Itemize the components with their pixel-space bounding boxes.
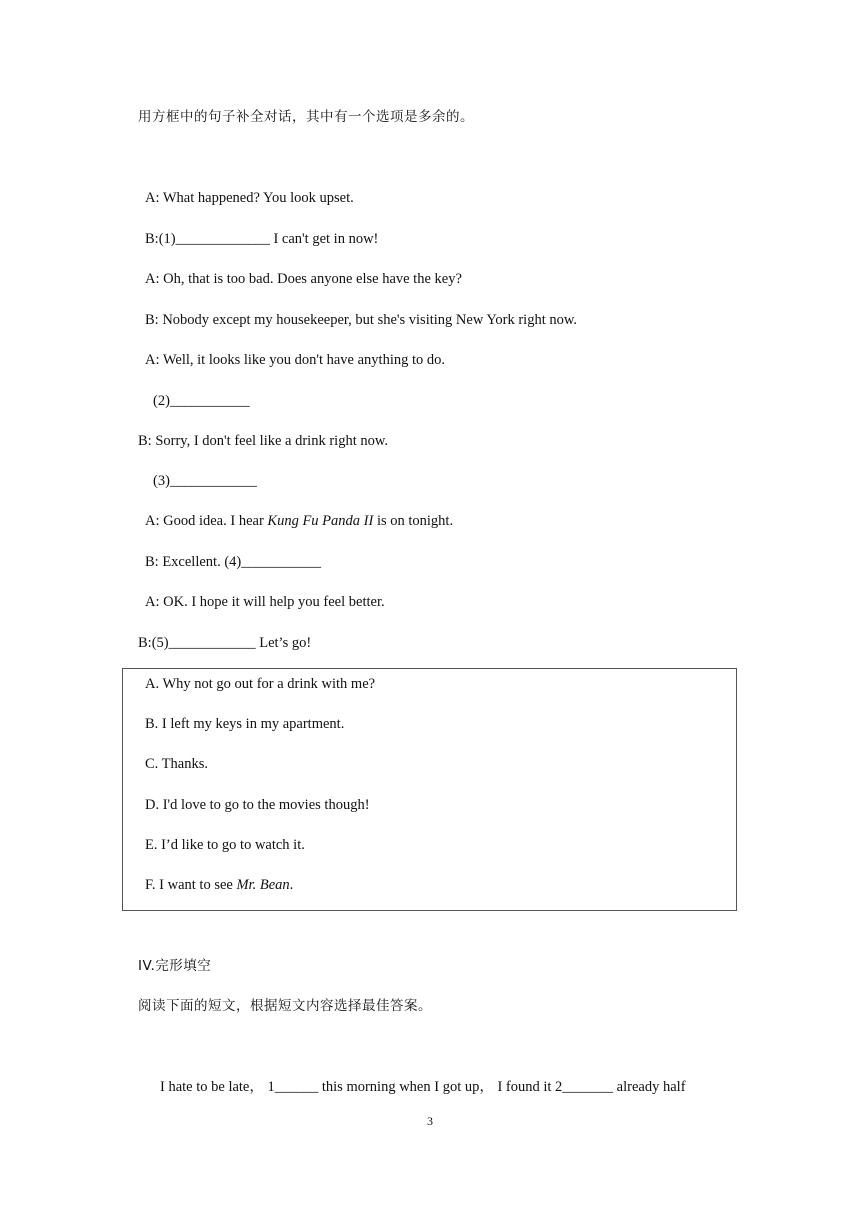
dialogue-line-4: B: Nobody except my housekeeper, but she's visiting New York right now. [145, 312, 578, 328]
instruction-text: 用方框中的句子补全对话，其中有一个选项是多余的。 [138, 109, 474, 125]
option-f-title: Mr. Bean [236, 877, 290, 893]
dialogue-line-2: B:(1)_____________ I can't get in now! [145, 231, 379, 247]
dialogue-line-11: A: OK. I hope it will help you feel better. [145, 594, 385, 610]
section-instruction: 阅读下面的短文，根据短文内容选择最佳答案。 [138, 998, 432, 1014]
dialogue-line-1: A: What happened? You look upset. [145, 190, 354, 206]
passage-line-1: I hate to be late， 1______ this morning when I got up， I found it 2_______ already half [160, 1079, 686, 1095]
dialogue-line-9-pre: A: Good idea. I hear [145, 513, 268, 529]
option-c: C. Thanks. [145, 756, 208, 772]
option-f-pre: F. I want to see [145, 877, 237, 893]
option-e: E. I’d like to go to watch it. [145, 837, 305, 853]
option-f-post: . [289, 877, 294, 893]
dialogue-line-8: (3)____________ [153, 473, 257, 489]
dialogue-line-9 [145, 512, 453, 530]
dialogue-line-5: A: Well, it looks like you don't have anything to do. [145, 352, 446, 368]
options-box [122, 668, 737, 911]
dialogue-line-9-post: is on tonight. [373, 513, 454, 529]
dialogue-line-12: B:(5)____________ Let’s go! [138, 635, 312, 651]
option-b: B. I left my keys in my apartment. [145, 716, 345, 732]
dialogue-line-10: B: Excellent. (4)___________ [145, 554, 321, 570]
page-number: 3 [427, 1114, 433, 1128]
dialogue-line-6: (2)___________ [153, 393, 250, 409]
option-a: A. Why not go out for a drink with me? [145, 676, 376, 692]
section-heading: IV.完形填空 [138, 958, 212, 974]
dialogue-line-7: B: Sorry, I don't feel like a drink right now. [138, 433, 389, 449]
movie-title: Kung Fu Panda II [267, 513, 374, 529]
option-d: D. I'd love to go to the movies though! [145, 797, 370, 813]
option-f [145, 876, 293, 894]
dialogue-line-3: A: Oh, that is too bad. Does anyone else have the key? [145, 271, 462, 287]
